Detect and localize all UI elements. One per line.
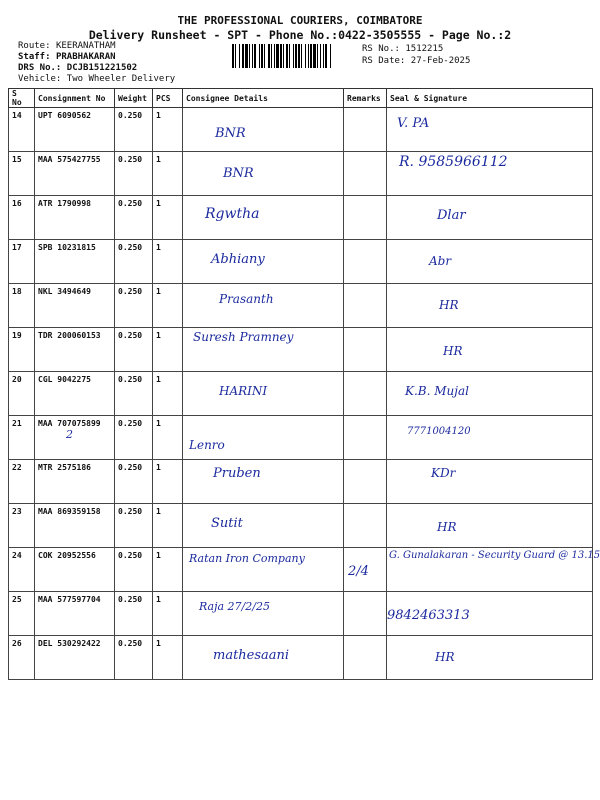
consignee-cell: [183, 372, 344, 416]
consignee-cell: [183, 108, 344, 152]
sno-cell: [9, 240, 35, 284]
table-row: [9, 240, 593, 284]
col-weight: Weight: [115, 89, 153, 108]
barcode-bar: [280, 44, 282, 68]
consignment-cell: [35, 416, 115, 460]
weight-cell-text: 0.250: [118, 639, 143, 648]
seal-cell: [387, 328, 593, 372]
sno-cell: [9, 460, 35, 504]
sno-cell: [9, 108, 35, 152]
barcode-bar: [310, 44, 312, 68]
pcs-cell-text: 1: [156, 595, 161, 604]
barcode-bar: [308, 44, 309, 68]
pcs-cell: [153, 240, 183, 284]
consignment-cell-text: CGL 9042275: [38, 375, 91, 384]
runsheet-table: [8, 88, 600, 680]
sno-cell: [9, 372, 35, 416]
seal-cell: [387, 152, 593, 196]
barcode-bar: [325, 44, 327, 68]
seal-signature: KDr: [431, 466, 456, 480]
consignment-cell: [35, 504, 115, 548]
consignment-cell: [35, 328, 115, 372]
consignee-signature: Sutit: [211, 516, 243, 531]
barcode-bar: [330, 44, 331, 68]
consignment-cell: [35, 636, 115, 680]
consignee-signature: HARINI: [219, 384, 268, 398]
sno-cell-text: 23: [12, 507, 22, 516]
seal-signature: V. PA: [397, 116, 430, 131]
pcs-cell-text: 1: [156, 507, 161, 516]
consignee-signature: Lenro: [189, 438, 225, 452]
sno-cell: [9, 284, 35, 328]
weight-cell: [115, 240, 153, 284]
table-row: [9, 460, 593, 504]
pcs-cell: [153, 636, 183, 680]
barcode-bar: [295, 44, 297, 68]
table-row: [9, 284, 593, 328]
consignee-cell: [183, 240, 344, 284]
rs-no-value: 1512215: [405, 44, 444, 54]
seal-cell: [387, 240, 593, 284]
rs-date-value: 27-Feb-2025: [410, 56, 471, 66]
sno-cell-text: 25: [12, 595, 22, 604]
barcode-bar: [301, 44, 302, 68]
col-seal: Seal & Signature: [387, 89, 593, 108]
weight-cell-text: 0.250: [118, 243, 143, 252]
barcode-bar: [242, 44, 244, 68]
consignment-cell: [35, 284, 115, 328]
remarks-cell: [344, 152, 387, 196]
pcs-cell: [153, 284, 183, 328]
consignee-cell: [183, 548, 344, 592]
table-header-row: [9, 89, 593, 108]
seal-cell: [387, 636, 593, 680]
pcs-cell-text: 1: [156, 375, 161, 384]
consignment-cell-text: NKL 3494649: [38, 287, 91, 296]
weight-cell: [115, 152, 153, 196]
drs-line: [18, 63, 137, 73]
seal-signature: Dlar: [437, 208, 466, 223]
consignee-cell: [183, 152, 344, 196]
drs-value: DCJB151221502: [66, 63, 138, 73]
consignment-cell-text: MAA 869359158: [38, 507, 101, 516]
rs-date-line: [362, 56, 470, 66]
consignment-cell: [35, 152, 115, 196]
seal-signature: HR: [443, 344, 463, 358]
consignee-cell: [183, 504, 344, 548]
consignment-cell-text: UPT 6090562: [38, 111, 91, 120]
table-row: [9, 548, 593, 592]
pcs-cell: [153, 504, 183, 548]
seal-cell: [387, 504, 593, 548]
weight-cell-text: 0.250: [118, 375, 143, 384]
table-row: [9, 504, 593, 548]
consignment-cell-text: MAA 575427755: [38, 155, 101, 164]
pcs-cell: [153, 416, 183, 460]
seal-signature: R. 9585966112: [399, 154, 508, 170]
route-label: Route:: [18, 41, 51, 51]
weight-cell: [115, 328, 153, 372]
sno-cell-text: 24: [12, 551, 22, 560]
weight-cell: [115, 636, 153, 680]
sno-cell: [9, 636, 35, 680]
table-row: [9, 592, 593, 636]
barcode-bar: [271, 44, 272, 68]
consignment-cell: [35, 372, 115, 416]
weight-cell-text: 0.250: [118, 595, 143, 604]
sno-cell: [9, 328, 35, 372]
seal-cell: [387, 548, 600, 592]
table-row: [9, 372, 593, 416]
remarks-cell: [344, 284, 387, 328]
pcs-cell-text: 1: [156, 463, 161, 472]
pcs-cell: [153, 372, 183, 416]
seal-signature: HR: [439, 298, 459, 312]
pcs-cell-text: 1: [156, 639, 161, 648]
consignee-signature: Pruben: [213, 466, 261, 481]
vehicle-value: Two Wheeler Delivery: [66, 74, 176, 84]
sno-cell-text: 18: [12, 287, 22, 296]
col-pcs: PCS: [153, 89, 183, 108]
table-row: [9, 416, 593, 460]
weight-cell: [115, 548, 153, 592]
rs-no-label: RS No.:: [362, 44, 400, 54]
consignee-signature: BNR: [215, 126, 246, 141]
remarks-cell: [344, 328, 387, 372]
sno-cell-text: 26: [12, 639, 22, 648]
consignee-signature: Abhiany: [211, 252, 265, 267]
consignee-signature: Ratan Iron Company: [189, 552, 305, 565]
weight-cell: [115, 372, 153, 416]
seal-cell: [387, 196, 593, 240]
col-remarks: Remarks: [344, 89, 387, 108]
pcs-cell-text: 1: [156, 331, 161, 340]
remarks-cell: [344, 548, 387, 592]
sno-cell: [9, 152, 35, 196]
consignment-cell-text: TDR 200060153: [38, 331, 101, 340]
consignment-cell: [35, 592, 115, 636]
barcode-bar: [245, 44, 248, 68]
weight-cell: [115, 416, 153, 460]
consignee-signature: Suresh Pramney: [193, 330, 294, 344]
barcode-bar: [313, 44, 316, 68]
table-row: [9, 152, 593, 196]
sno-cell: [9, 592, 35, 636]
rs-no-line: [362, 44, 443, 54]
barcode-bar: [305, 44, 306, 68]
col-sno: S No: [9, 89, 35, 108]
weight-cell-text: 0.250: [118, 507, 143, 516]
weight-cell: [115, 592, 153, 636]
barcode-bar: [276, 44, 279, 68]
consignment-cell-text: DEL 530292422: [38, 639, 101, 648]
weight-cell-text: 0.250: [118, 419, 143, 428]
table-row: [9, 108, 593, 152]
sno-cell-text: 21: [12, 419, 22, 428]
barcode-bar: [293, 44, 294, 68]
seal-signature: 9842463313: [387, 608, 470, 623]
vehicle-label: Vehicle:: [18, 74, 62, 84]
rs-date-label: RS Date:: [362, 56, 406, 66]
pcs-cell: [153, 548, 183, 592]
barcode-bar: [289, 44, 290, 68]
pcs-cell: [153, 108, 183, 152]
barcode-bar: [259, 44, 260, 68]
staff-value: PRABHAKARAN: [55, 52, 116, 62]
seal-cell: [387, 284, 593, 328]
seal-signature: HR: [435, 650, 455, 664]
pcs-cell-text: 1: [156, 419, 161, 428]
seal-cell: [387, 592, 593, 636]
pcs-cell: [153, 460, 183, 504]
sno-cell-text: 16: [12, 199, 22, 208]
seal-signature: G. Gunalakaran - Security Guard @ 13.15: [389, 550, 600, 561]
sno-cell-text: 20: [12, 375, 22, 384]
weight-cell: [115, 196, 153, 240]
seal-cell: [387, 108, 593, 152]
weight-cell: [115, 284, 153, 328]
sno-cell-text: 22: [12, 463, 22, 472]
consignment-cell: [35, 460, 115, 504]
pcs-cell-text: 1: [156, 199, 161, 208]
consignee-cell: [183, 592, 344, 636]
weight-cell-text: 0.250: [118, 155, 143, 164]
remarks-cell: [344, 636, 387, 680]
barcode-bar: [264, 44, 265, 68]
barcode-bar: [252, 44, 253, 68]
consignment-cell: [35, 548, 115, 592]
barcode-bar: [261, 44, 263, 68]
route-line: [18, 41, 116, 51]
weight-cell-text: 0.250: [118, 287, 143, 296]
sno-cell: [9, 196, 35, 240]
weight-cell-text: 0.250: [118, 551, 143, 560]
barcode-bar: [235, 44, 236, 68]
barcode-bar: [239, 44, 240, 68]
col-consignment: Consignment No: [35, 89, 115, 108]
seal-signature: K.B. Mujal: [405, 384, 469, 398]
sno-cell-text: 19: [12, 331, 22, 340]
table-row: [9, 636, 593, 680]
consignment-cell-text: COK 20952556: [38, 551, 96, 560]
pcs-cell: [153, 592, 183, 636]
seal-signature: Abr: [429, 254, 452, 268]
weight-cell-text: 0.250: [118, 111, 143, 120]
consignee-signature: Rgwtha: [205, 206, 260, 222]
consignee-cell: [183, 460, 344, 504]
barcode-bar: [323, 44, 324, 68]
pcs-cell-text: 1: [156, 287, 161, 296]
consignee-cell: [183, 196, 344, 240]
pcs-cell: [153, 328, 183, 372]
pcs-cell-text: 1: [156, 155, 161, 164]
remarks-cell: [344, 108, 387, 152]
remarks-cell: [344, 504, 387, 548]
weight-cell: [115, 460, 153, 504]
seal-signature: 7771004120: [407, 426, 471, 437]
consignee-cell: [183, 636, 344, 680]
remarks-cell: [344, 592, 387, 636]
weight-cell-text: 0.250: [118, 199, 143, 208]
weight-cell: [115, 504, 153, 548]
remarks-cell: [344, 240, 387, 284]
barcode-bar: [268, 44, 270, 68]
remarks-cell: [344, 196, 387, 240]
barcode-bar: [283, 44, 284, 68]
consignment-cell-text: MAA 577597704: [38, 595, 101, 604]
runsheet-subtitle: Delivery Runsheet - SPT - Phone No.:0422-3505555 - Page No.:2: [88, 28, 512, 42]
sno-cell: [9, 548, 35, 592]
barcode-bar: [317, 44, 318, 68]
seal-cell: [387, 416, 593, 460]
barcode-bar: [298, 44, 300, 68]
pcs-cell-text: 1: [156, 111, 161, 120]
seal-signature: HR: [437, 520, 457, 534]
consignment-cell-text: MAA 707075899: [38, 419, 101, 428]
staff-line: [18, 52, 116, 62]
col-consignee: Consignee Details: [183, 89, 344, 108]
pcs-cell: [153, 152, 183, 196]
staff-label: Staff:: [18, 52, 51, 62]
weight-cell: [115, 108, 153, 152]
barcode-bar: [274, 44, 275, 68]
consignee-signature: Prasanth: [219, 292, 274, 306]
table-row: [9, 196, 593, 240]
pcs-cell-text: 1: [156, 551, 161, 560]
vehicle-line: [18, 74, 175, 84]
drs-label: DRS No.:: [18, 63, 62, 73]
barcode-bar: [254, 44, 256, 68]
sno-cell-text: 14: [12, 111, 22, 120]
remarks-cell: [344, 460, 387, 504]
remarks-handwritten: 2/4: [348, 564, 369, 579]
sno-cell: [9, 416, 35, 460]
handwritten-note: 2: [66, 428, 73, 441]
consignee-cell: [183, 416, 344, 460]
table-row: [9, 328, 593, 372]
consignee-signature: mathesaani: [213, 648, 290, 663]
pcs-cell-text: 1: [156, 243, 161, 252]
barcode-bar: [232, 44, 234, 68]
sno-cell: [9, 504, 35, 548]
consignee-signature: BNR: [223, 166, 254, 181]
seal-cell: [387, 372, 593, 416]
consignee-cell: [183, 284, 344, 328]
barcode-bar: [286, 44, 288, 68]
consignment-cell: [35, 108, 115, 152]
barcode: [232, 44, 356, 68]
pcs-cell: [153, 196, 183, 240]
consignment-cell-text: MTR 2575186: [38, 463, 91, 472]
remarks-cell: [344, 372, 387, 416]
weight-cell-text: 0.250: [118, 331, 143, 340]
consignment-cell: [35, 240, 115, 284]
weight-cell-text: 0.250: [118, 463, 143, 472]
sno-cell-text: 17: [12, 243, 22, 252]
route-value: KEERANATHAM: [55, 41, 116, 51]
barcode-bar: [249, 44, 250, 68]
remarks-cell: [344, 416, 387, 460]
consignment-cell: [35, 196, 115, 240]
consignment-cell-text: ATR 1790998: [38, 199, 91, 208]
company-title: THE PROFESSIONAL COURIERS, COIMBATORE: [177, 14, 423, 27]
consignee-signature: Raja 27/2/25: [199, 600, 270, 613]
consignee-cell: [183, 328, 344, 372]
consignment-cell-text: SPB 10231815: [38, 243, 96, 252]
barcode-bar: [320, 44, 321, 68]
seal-cell: [387, 460, 593, 504]
sno-cell-text: 15: [12, 155, 22, 164]
